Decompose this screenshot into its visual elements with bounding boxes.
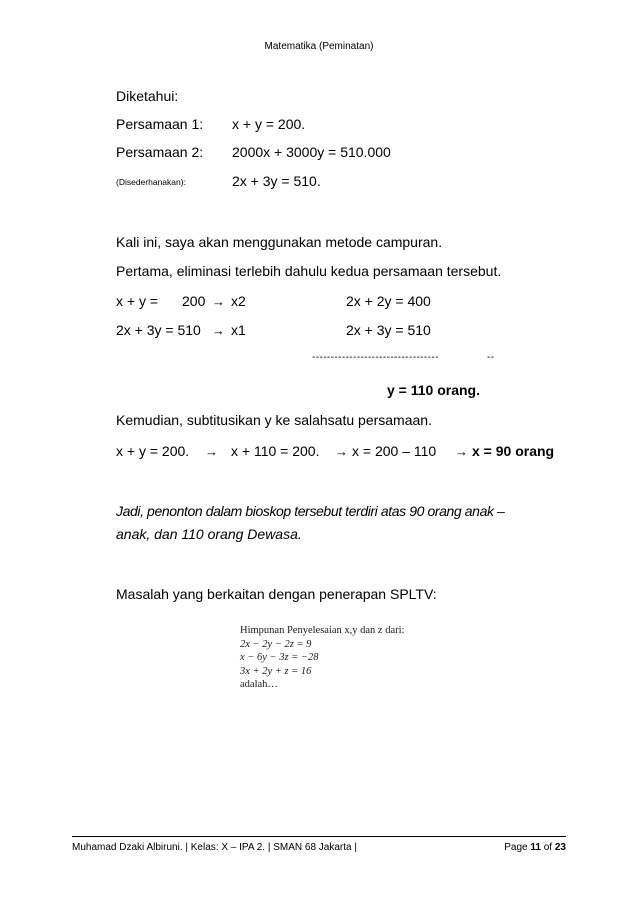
page-number: 11 <box>530 842 541 853</box>
page-header: Matematika (Peminatan) <box>264 41 374 52</box>
eq2-value: 2000x + 3000y = 510.000 <box>232 144 391 160</box>
eq1-label: Persamaan 1: <box>116 116 204 132</box>
elim-row1-left: x + y = <box>116 293 159 309</box>
elim-row2-result: 2x + 3y = 510 <box>346 322 431 338</box>
elim-separator-tail: -- <box>487 352 495 363</box>
eq1-value: x + y = 200. <box>232 116 306 132</box>
page-of: of <box>543 842 553 853</box>
subst-part1: x + y = 200. <box>116 443 190 459</box>
elim-result: y = 110 orang. <box>387 382 480 398</box>
arrow-right-icon: → <box>455 444 468 459</box>
conclusion-line2: anak, dan 110 orang Dewasa. <box>116 526 302 542</box>
problem-line: 3x + 2y + z = 16 <box>240 665 312 677</box>
page-total: 23 <box>554 842 566 853</box>
page-prefix: Page <box>504 842 528 853</box>
arrow-right-icon: → <box>212 294 225 309</box>
conclusion-line1: Jadi, penonton dalam bioskop tersebut terdiri atas 90 orang anak – <box>116 503 505 519</box>
spltv-problem-image <box>240 624 460 704</box>
elim-row1-mult: x2 <box>231 293 246 309</box>
simplified-label: (Disederhanakan): <box>116 177 186 187</box>
method-step1: Pertama, eliminasi terlebih dahulu kedua persamaan tersebut. <box>116 263 502 279</box>
elim-row2-mult: x1 <box>231 322 246 338</box>
footer-page <box>504 842 566 853</box>
eq2-label: Persamaan 2: <box>116 144 204 160</box>
footer-left: Muhamad Dzaki Albiruni. | Kelas: X – IPA 2. | SMAN 68 Jakarta | <box>72 842 357 853</box>
subst-answer: x = 90 orang <box>472 443 555 459</box>
problem-heading: Masalah yang berkaitan dengan penerapan SPLTV: <box>116 586 437 602</box>
known-heading: Diketahui: <box>116 88 179 104</box>
method-intro: Kali ini, saya akan menggunakan metode campuran. <box>116 234 443 250</box>
arrow-right-icon: → <box>205 444 218 459</box>
subst-part2: x + 110 = 200. <box>231 443 320 459</box>
elim-row2-left: 2x + 3y = 510 <box>116 322 201 338</box>
subst-part3: x = 200 – 110 <box>352 443 437 459</box>
subst-intro: Kemudian, subtitusikan y ke salahsatu persamaan. <box>116 412 432 428</box>
arrow-right-icon: → <box>335 444 348 459</box>
arrow-right-icon: → <box>212 323 225 338</box>
problem-line: 2x − 2y − 2z = 9 <box>240 638 312 650</box>
footer-rule <box>72 836 566 837</box>
elim-row1-mid: 200 <box>182 293 206 309</box>
elim-row1-result: 2x + 2y = 400 <box>346 293 431 309</box>
problem-line: adalah… <box>240 679 278 691</box>
simplified-value: 2x + 3y = 510. <box>232 173 321 189</box>
problem-line: x − 6y − 3z = −28 <box>240 652 319 664</box>
elim-separator: ---------------------------------- <box>312 352 439 363</box>
problem-line: Himpunan Penyelesaian x,y dan z dari: <box>240 625 405 636</box>
